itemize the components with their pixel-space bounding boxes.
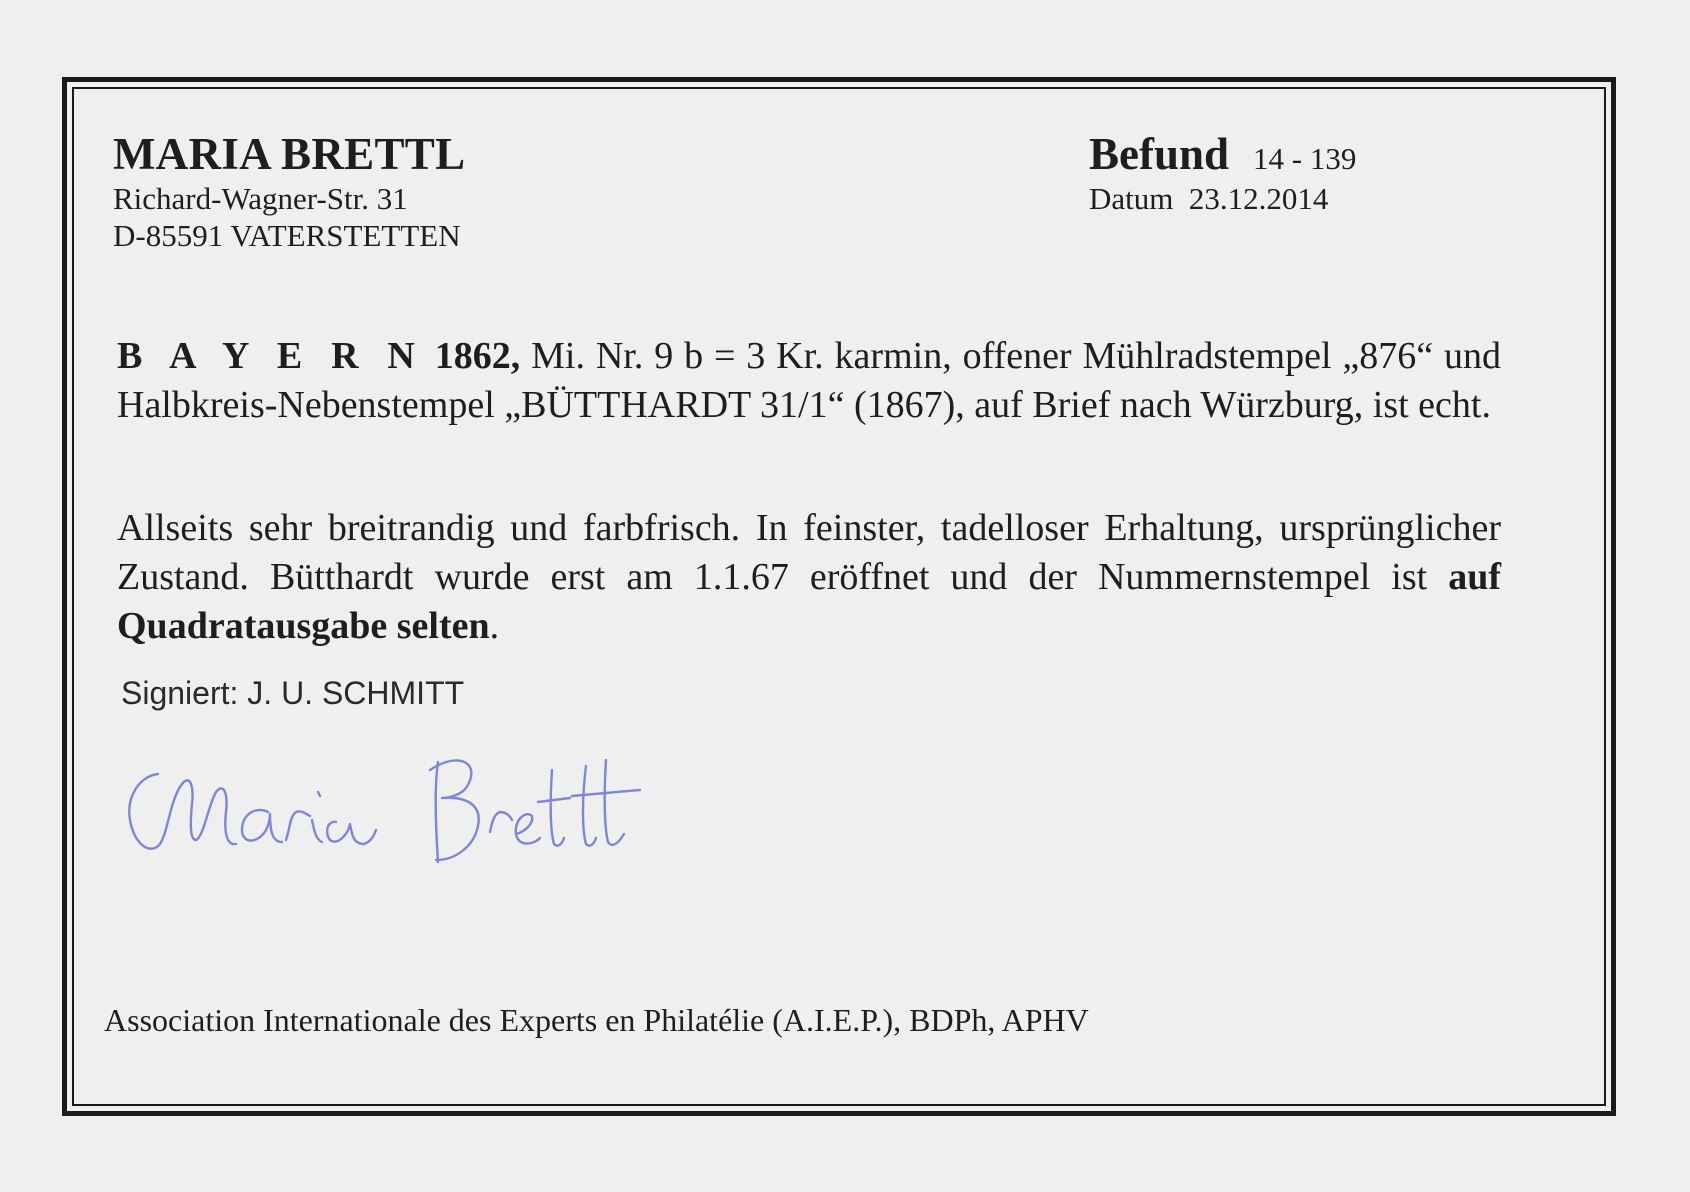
befund-label: Befund bbox=[1089, 129, 1230, 179]
association-footer: Association Internationale des Experts en Philatélie (A.I.E.P.), BDPh, APHV bbox=[104, 1002, 1089, 1038]
issuer-name: MARIA BRETTL bbox=[113, 129, 466, 179]
description-paragraph bbox=[117, 332, 1501, 430]
handwritten-signature bbox=[120, 740, 710, 880]
issuer-city: D-85591 VATERSTETTEN bbox=[113, 218, 461, 253]
issue-year: 1862, bbox=[434, 335, 521, 377]
condition-paragraph bbox=[117, 504, 1501, 651]
condition-emphasis: auf Quadratausgabe selten bbox=[117, 556, 1501, 647]
country-name: B A Y E R N bbox=[117, 335, 424, 377]
certificate-date: Datum 23.12.2014 bbox=[1089, 181, 1329, 216]
issuer-street: Richard-Wagner-Str. 31 bbox=[113, 181, 408, 216]
befund-number: 14 - 139 bbox=[1253, 141, 1357, 176]
description-text: Mi. Nr. 9 b = 3 Kr. karmin, offener Mühlradstempel „876“ und Halbkreis-Nebenstempel „BÜTTHARDT 31/1“ (1867), auf Brief nach Würzburg, ist echt. bbox=[117, 335, 1502, 426]
condition-end: . bbox=[489, 605, 500, 647]
signed-by: Signiert: J. U. SCHMITT bbox=[121, 675, 465, 711]
condition-text: Allseits sehr breitrandig und farbfrisch. In feinster, tadelloser Erhaltung, ursprünglicher Zustand. Bütthardt wurde erst am 1.1.67 eröffnet und der Nummernstempel ist bbox=[117, 507, 1501, 598]
